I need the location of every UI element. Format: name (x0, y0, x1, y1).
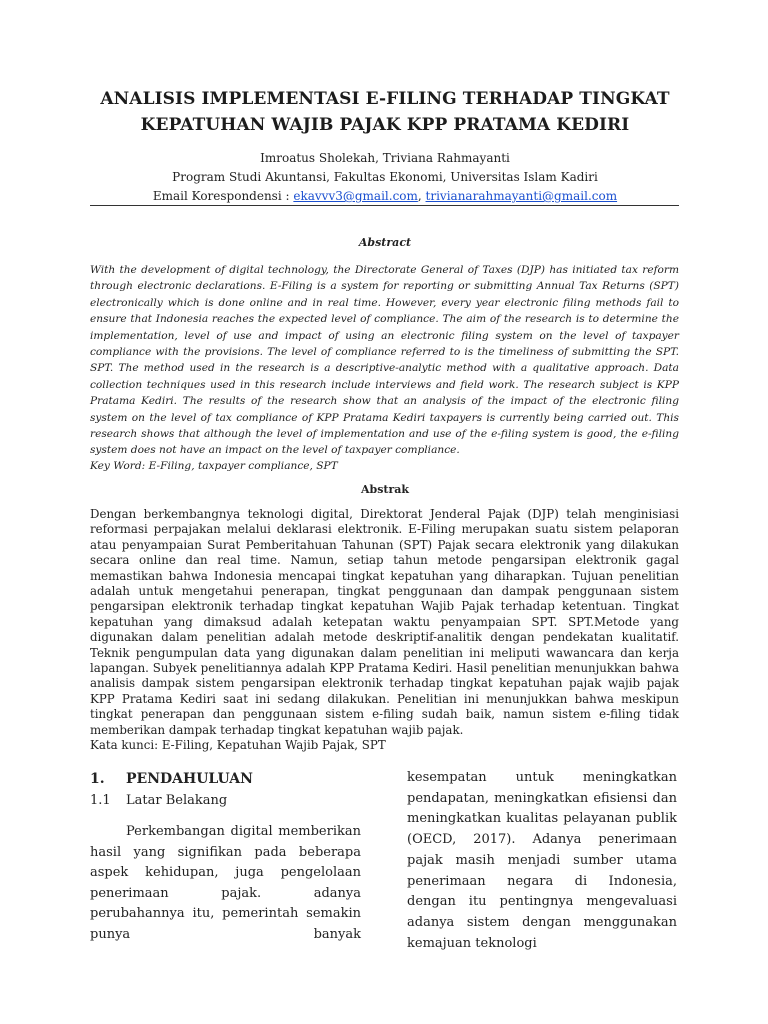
body-left-column: Perkembangan digital memberikan hasil yang signifikan pada beberapa aspek kehidupan, juga pengelolaan penerimaan pajak. adanya perubahannya itu, pemerintah semakin punya banyak (90, 824, 361, 942)
email-link-1[interactable]: ekavvv3@gmail.com (293, 189, 418, 203)
subsection-number: 1.1 (90, 793, 111, 808)
abstrak-heading: Abstrak (360, 483, 410, 496)
email-link-2[interactable]: trivianarahmayanti@gmail.com (425, 189, 618, 203)
correspondence-email (90, 188, 680, 204)
section-number: 1. (90, 771, 105, 787)
abstract-english-body: With the development of digital technology, the Directorate General of Taxes (DJP) has initiated tax reform through electronic declarations. E-Filing is a system for reporting or submitting Annual Tax Returns (SPT) electronically which is done online and in real time. However, every year electronic filing methods fail to ensure that Indonesia reaches the expected level of compliance. The aim of the research is to determine the implementation, level of use and impact of using an electronic filing system on the level of taxpayer compliance with the provisions. The level of compliance referred to is the timeliness of submitting the SPT. SPT. The method used in the research is a descriptive-analytic method with a qualitative approach. Data collection techniques used in this research include interviews and field work. The research subject is KPP Pratama Kediri. The results of the research show that an analysis of the impact of the electronic filing system on the level of tax compliance of KPP Pratama Kediri taxpayers is currently being carried out. This research shows that although the level of implementation and use of the e-filing system is good, the e-filing system does not have an impact on the level of taxpayer compliance. (90, 264, 679, 457)
paper-title (90, 86, 680, 138)
abstract-heading: Abstract (358, 236, 412, 249)
email-label: Email Korespondensi : (152, 189, 294, 203)
keywords-english: Key Word: E-Filing, taxpayer compliance, SPT (90, 460, 338, 472)
title-line-1: ANALISIS IMPLEMENTASI E-FILING TERHADAP TINGKAT (100, 89, 670, 109)
section-heading (90, 770, 253, 788)
header-divider (90, 205, 679, 206)
title-line-2: KEPATUHAN WAJIB PAJAK KPP PRATAMA KEDIRI (140, 115, 630, 135)
subsection-heading (90, 792, 227, 810)
section-title: PENDAHULUAN (126, 771, 253, 787)
abstract-indonesian-body: Dengan berkembangnya teknologi digital, Direktorat Jenderal Pajak (DJP) telah menginisiasi reformasi perpajakan melalui deklarasi elektronik. E-Filing merupakan suatu sistem pelaporan atau penyampaian Surat Pemberitahuan Tahunan (SPT) Pajak secara elektronik yang dilakukan secara online dan real time. Namun, setiap tahun metode pengarsipan elektronik gagal memastikan bahwa Indonesia mencapai tingkat kepatuhan yang diharapkan. Tujuan penelitian adalah untuk mengetahui penerapan, tingkat penggunaan dan dampak penggunaan sistem pengarsipan elektronik terhadap tingkat kepatuhan Wajib Pajak terhadap ketentuan. Tingkat kepatuhan yang dimaksud adalah ketepatan waktu penyampaian SPT. SPT.Metode yang digunakan dalam penelitian adalah metode deskriptif-analitik dengan pendekatan kualitatif. Teknik pengumpulan data yang digunakan dalam penelitian ini meliputi wawancara dan kerja lapangan. Subyek penelitiannya adalah KPP Pratama Kediri. Hasil penelitian menunjukkan bahwa analisis dampak sistem pengarsipan elektronik terhadap tingkat kepatuhan pajak wajib pajak KPP Pratama Kediri saat ini sedang dilakukan. Penelitian ini menunjukkan bahwa meskipun tingkat penerapan dan penggunaan sistem e-filing sudah baik, namun sistem e-filing tidak memberikan dampak terhadap tingkat kepatuhan wajib pajak. (90, 507, 679, 737)
body-right-column: kesempatan untuk meningkatkan pendapatan, meningkatkan efisiensi dan meningkatkan kualitas pelayanan publik (OECD, 2017). Adanya penerimaan pajak masih menjadi sumber utama penerimaan negara di Indonesia, dengan itu pentingnya mengevaluasi adanya sistem dengan menggunakan kemajuan teknologi (407, 770, 677, 951)
subsection-title: Latar Belakang (126, 793, 228, 808)
authors: Imroatus Sholekah, Triviana Rahmayanti (260, 151, 510, 165)
keywords-indonesian: Kata kunci: E-Filing, Kepatuhan Wajib Pajak, SPT (90, 738, 386, 752)
email-separator: , (417, 189, 426, 203)
affiliation: Program Studi Akuntansi, Fakultas Ekonomi, Universitas Islam Kadiri (172, 170, 598, 184)
